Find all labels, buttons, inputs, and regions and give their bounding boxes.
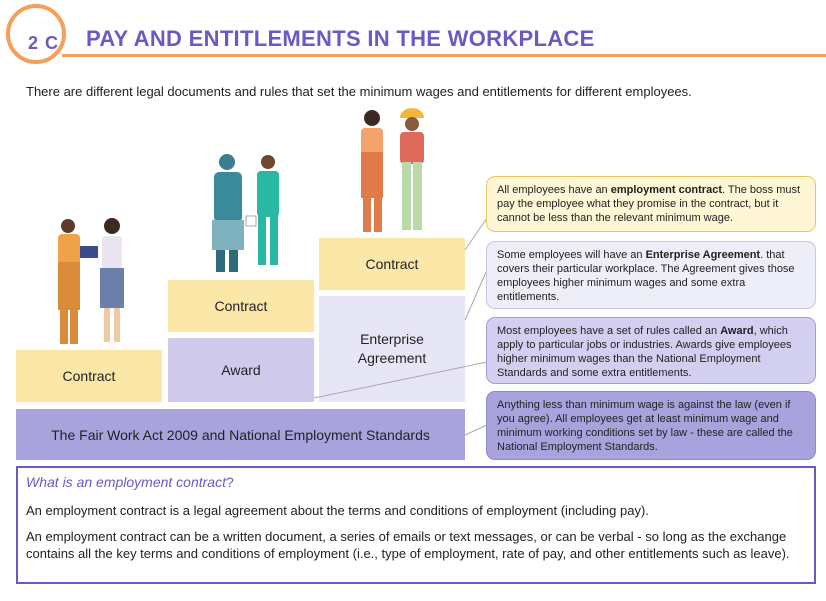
callout-award [486,317,816,384]
national-standards-label: National Employment Standards [229,426,430,443]
award-label: Award [221,362,261,378]
callout-bold-term: employment contract [610,184,722,196]
employment-contract-info-box [16,466,816,584]
callout-text: Most employees have a set of rules called an [497,325,721,337]
fair-work-act-label: The Fair Work Act 2009 [51,426,198,443]
callout-text: , which apply to particular jobs or industries. Awards give employees higher minimum wages than the National Employment Standards and some extra entitlements. [497,325,792,379]
intro-text: There are different legal documents and rules that set the minimum wages and entitlements for different employees. [26,84,692,99]
callout-employment-contract [486,176,816,232]
callout-text: Some employees will have an [497,249,646,261]
callout-text: . The boss must pay the employee what they promise in the contract, but it cannot be less than the relevant minimum wage. [497,184,801,224]
callout-bold-term: Enterprise Agreement [645,249,761,261]
connector-fair-work [465,425,487,435]
callout-bold-term: Award [720,325,754,337]
question-text: What is an employment contract [26,474,226,490]
fair-work-and: and [201,426,226,443]
callout-enterprise-agreement [486,241,816,309]
callout-text: All employees have an [497,184,611,196]
callout-text: . that covers their particular workplace. The Agreement gives those employees higher minimum wages and some extra entitlements. [497,249,795,303]
connector-enterprise [465,270,487,320]
section-badge: 2 C [28,33,60,53]
connector-award [314,362,487,398]
page-title: PAY AND ENTITLEMENTS IN THE WORKPLACE [86,26,595,51]
enterprise-agreement-label: Enterprise Agreement [357,331,427,366]
info-paragraph-2: An employment contract can be a written document, a series of emails or text messages, or can be verbal - so long as the exchange contains all the key terms and conditions of employment (i.e., type of employment, rate of pay, and other entitlements such as leave). [26,529,790,561]
connector-contract [465,218,487,250]
callout-text: Anything less than minimum wage is against the law (even if you agree). All employees get at least minimum wage and minimum working conditions set by law - these are called the National Employment Standards. [497,399,793,453]
question-mark: ? [225,474,234,490]
contract-label: Contract [62,368,116,384]
contract-label: Contract [365,256,419,272]
callout-national-standards [486,391,816,460]
contract-label: Contract [214,298,268,314]
info-question [26,474,234,490]
info-paragraph-1: An employment contract is a legal agreement about the terms and conditions of employment (including pay). [26,503,649,518]
